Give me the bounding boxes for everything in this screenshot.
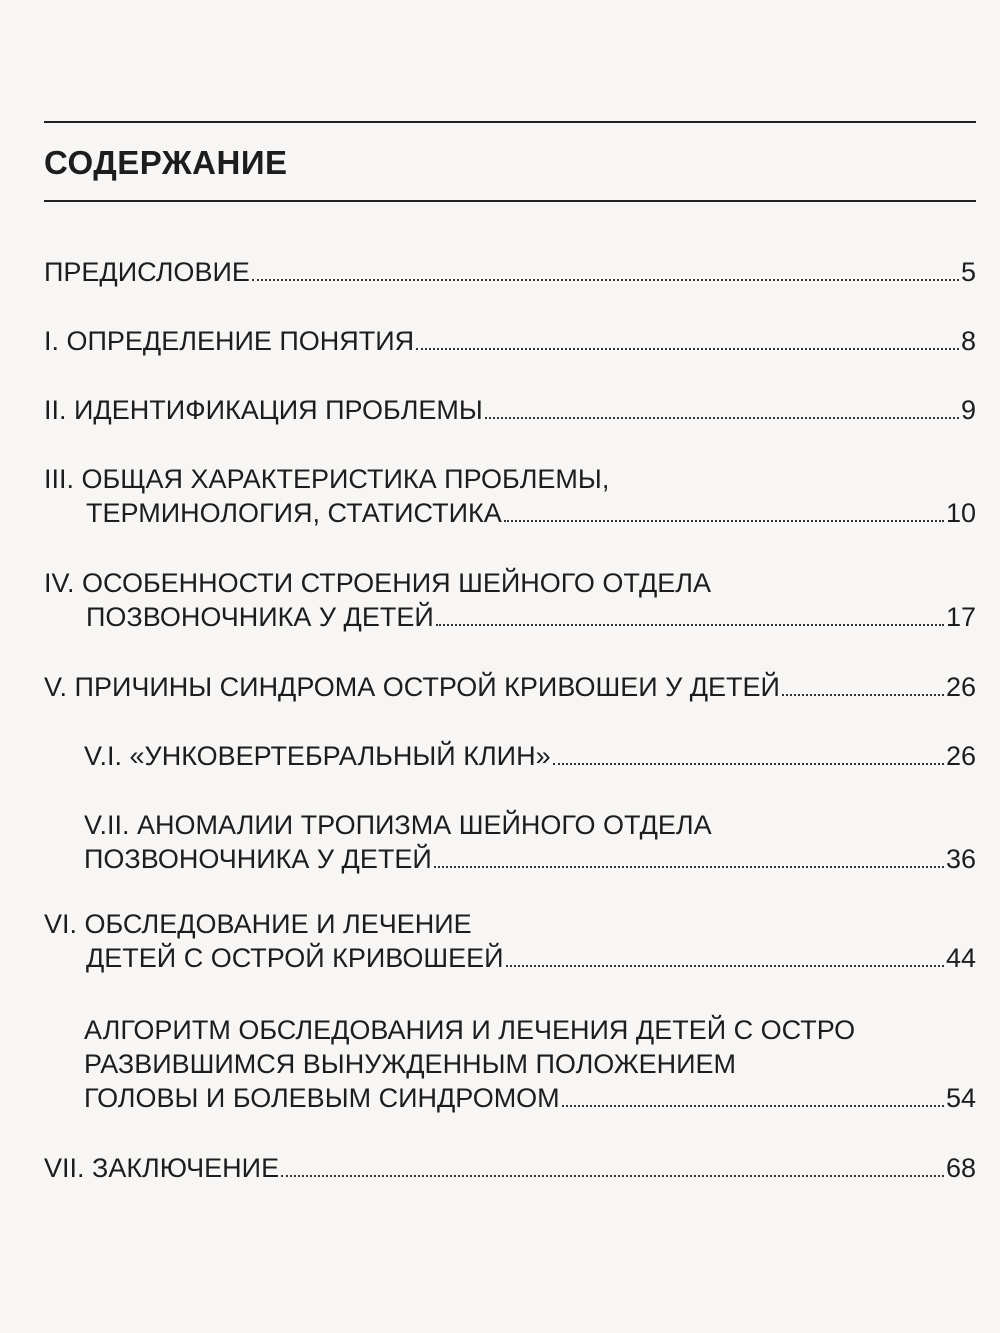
toc-page-number: 68	[945, 1153, 976, 1183]
toc-entry-text: VI. ОБСЛЕДОВАНИЕ И ЛЕЧЕНИЕ	[44, 909, 472, 939]
toc-entry-text: ПОЗВОНОЧНИКА У ДЕТЕЙ	[86, 602, 434, 632]
toc-page-number: 54	[945, 1083, 976, 1113]
toc-page-number: 10	[945, 498, 976, 528]
toc-entry-text: ТЕРМИНОЛОГИЯ, СТАТИСТИКА	[86, 498, 502, 528]
toc-page-number: 26	[945, 741, 976, 771]
toc-entry-text: ГОЛОВЫ И БОЛЕВЫМ СИНДРОМОМ	[84, 1083, 560, 1113]
toc-page-number: 44	[945, 943, 976, 973]
toc-leader-dots	[252, 279, 959, 281]
toc-page-number: 8	[960, 326, 976, 356]
toc-entry-text: V.II. АНОМАЛИИ ТРОПИЗМА ШЕЙНОГО ОТДЕЛА	[84, 810, 712, 840]
toc-entry-text: IV. ОСОБЕННОСТИ СТРОЕНИЯ ШЕЙНОГО ОТДЕЛА	[44, 568, 711, 598]
toc-entry-preface	[44, 255, 976, 289]
toc-entry-text: V. ПРИЧИНЫ СИНДРОМА ОСТРОЙ КРИВОШЕИ У ДЕТЕЙ	[44, 672, 780, 702]
toc-leader-dots	[553, 763, 944, 765]
toc-entry-chapter-4	[44, 566, 976, 634]
toc-entry-text: V.I. «УНКОВЕРТЕБРАЛЬНЫЙ КЛИН»	[84, 741, 551, 771]
toc-entry-chapter-6	[44, 907, 976, 975]
title-bottom-rule	[44, 200, 976, 202]
toc-entry-text: ПРЕДИСЛОВИЕ	[44, 257, 250, 287]
toc-entry-algorithm	[84, 1013, 976, 1115]
toc-page-number: 17	[945, 602, 976, 632]
toc-entry-text: VII. ЗАКЛЮЧЕНИЕ	[44, 1153, 280, 1183]
toc-entry-section-5-2	[84, 808, 976, 876]
toc-page-number: 36	[945, 844, 976, 874]
toc-leader-dots	[782, 694, 944, 696]
toc-leader-dots	[506, 965, 944, 967]
toc-page-number: 26	[945, 672, 976, 702]
toc-leader-dots	[562, 1105, 944, 1107]
toc-entry-chapter-3	[44, 462, 976, 530]
toc-leader-dots	[436, 624, 944, 626]
toc-page-number: 9	[960, 395, 976, 425]
toc-entry-text: АЛГОРИТМ ОБСЛЕДОВАНИЯ И ЛЕЧЕНИЯ ДЕТЕЙ С ОСТРО	[84, 1015, 856, 1045]
toc-entry-text: РАЗВИВШИМСЯ ВЫНУЖДЕННЫМ ПОЛОЖЕНИЕМ	[84, 1049, 737, 1079]
toc-page-number: 5	[960, 257, 976, 287]
toc-leader-dots	[504, 520, 944, 522]
toc-leader-dots	[485, 417, 959, 419]
toc-entry-text: II. ИДЕНТИФИКАЦИЯ ПРОБЛЕМЫ	[44, 395, 483, 425]
toc-entry-text: ПОЗВОНОЧНИКА У ДЕТЕЙ	[84, 844, 432, 874]
toc-leader-dots	[281, 1175, 944, 1177]
page-title: СОДЕРЖАНИЕ	[44, 144, 288, 181]
toc-entry-chapter-1	[44, 324, 976, 358]
toc-entry-section-5-1	[84, 739, 976, 773]
toc-leader-dots	[416, 348, 959, 350]
toc-entry-chapter-7	[44, 1151, 976, 1185]
title-top-rule	[44, 121, 976, 123]
toc-entry-text: I. ОПРЕДЕЛЕНИЕ ПОНЯТИЯ	[44, 326, 415, 356]
toc-entry-chapter-2	[44, 393, 976, 427]
toc-leader-dots	[434, 866, 944, 868]
toc-entry-text: ДЕТЕЙ С ОСТРОЙ КРИВОШЕЕЙ	[86, 943, 504, 973]
toc-entry-chapter-5	[44, 670, 976, 704]
toc-entry-text: III. ОБЩАЯ ХАРАКТЕРИСТИКА ПРОБЛЕМЫ,	[44, 464, 610, 494]
